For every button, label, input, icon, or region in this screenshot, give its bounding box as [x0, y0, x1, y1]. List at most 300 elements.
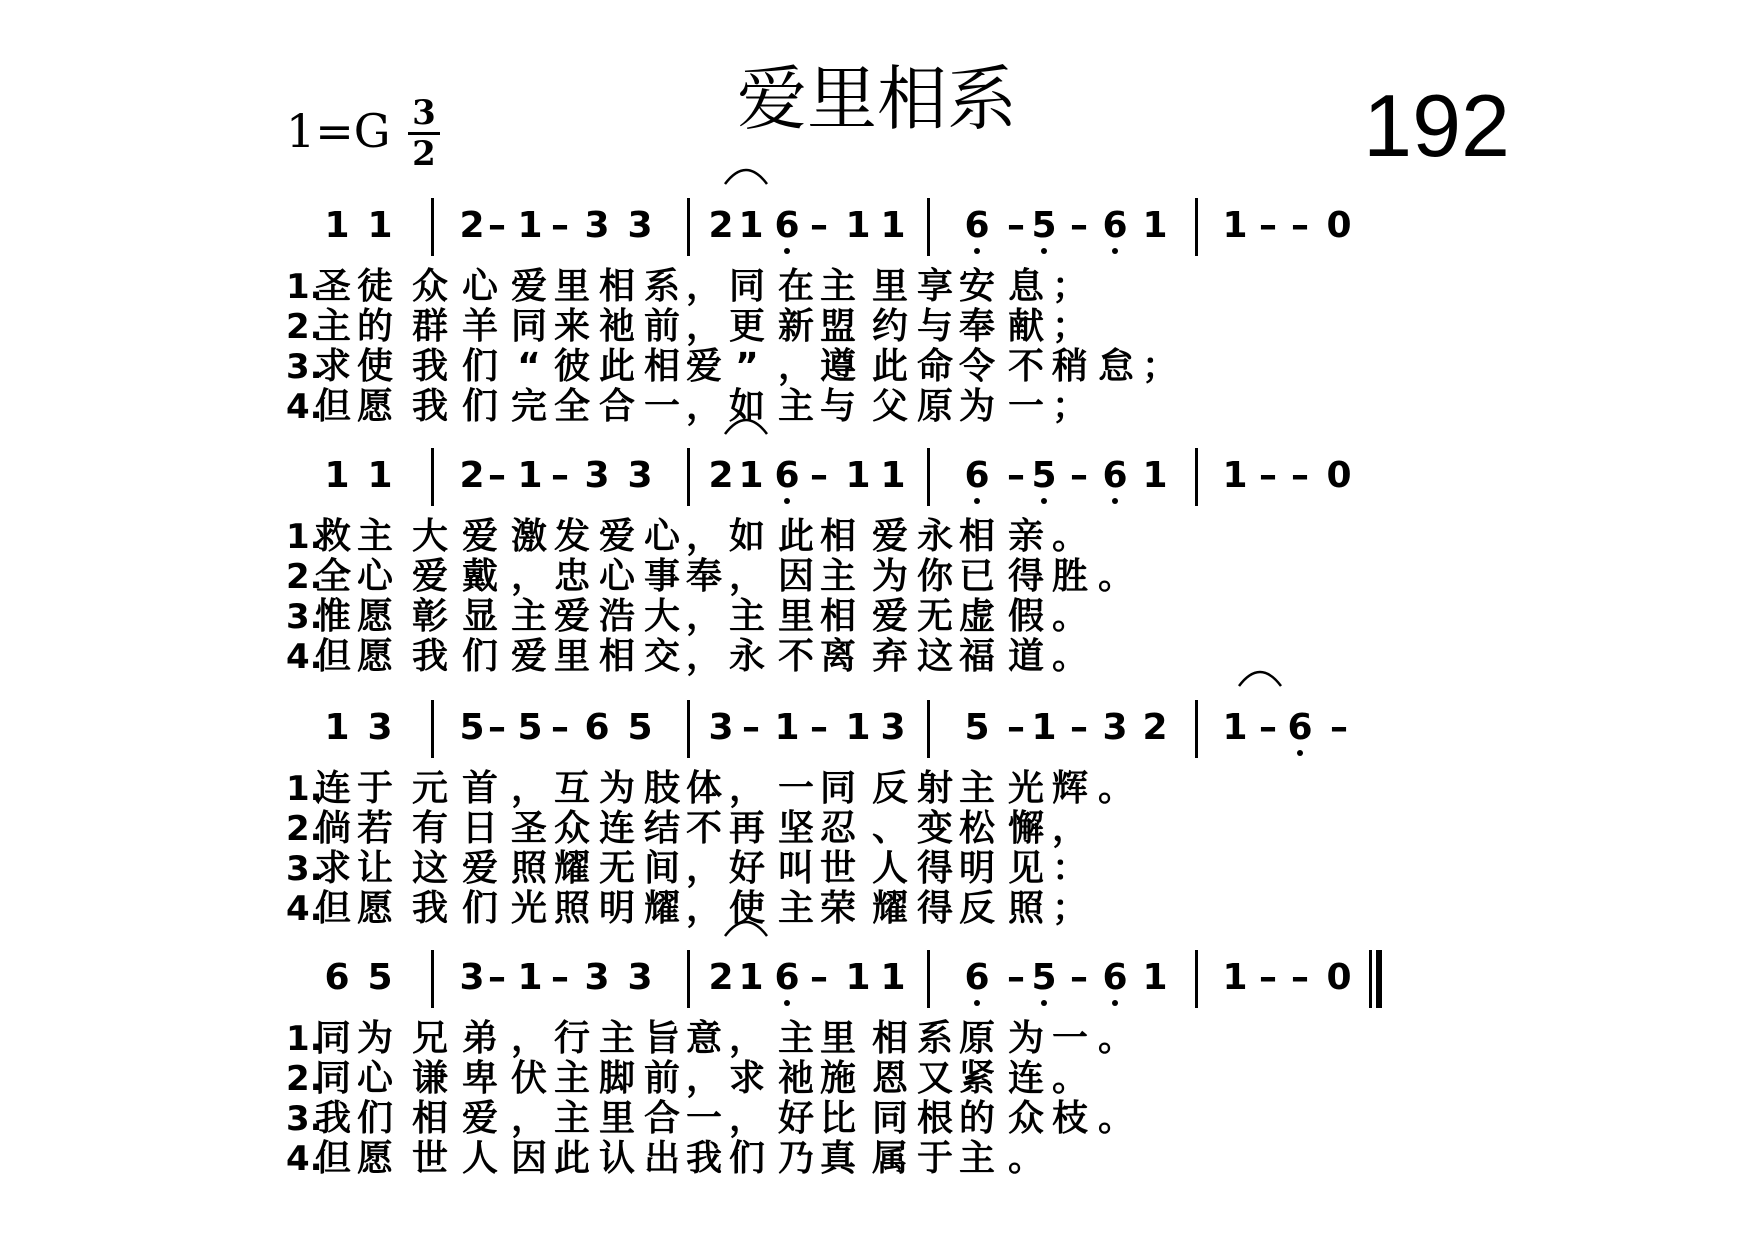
lyric-char: 伏	[510, 1058, 547, 1099]
lyric-char: 反	[871, 768, 908, 809]
lyric-char: 人	[461, 1138, 498, 1179]
dash: –	[1007, 707, 1025, 748]
lyric-char: 前	[643, 306, 680, 347]
lyric-char: 主	[356, 516, 393, 557]
note: 6	[955, 196, 999, 256]
lyric-char: 主	[728, 596, 765, 637]
lyric-char: 愿	[356, 386, 393, 427]
lyric-char: 激	[510, 516, 547, 557]
dash: –	[488, 455, 506, 496]
lyric-char: 这	[916, 636, 953, 677]
lyric-char: 新	[777, 306, 814, 347]
lyric-char: 根	[916, 1098, 953, 1139]
lyric-char: 不	[777, 636, 814, 677]
note: 1	[1222, 957, 1248, 998]
lyric-char: ：	[1051, 848, 1088, 889]
dash: –	[488, 205, 506, 246]
note: 3	[708, 707, 734, 748]
lyric-char: 耀	[643, 888, 680, 929]
lyric-char: 道	[1007, 636, 1044, 677]
note: 2	[459, 455, 485, 496]
lyric-char: 相	[819, 516, 856, 557]
lyric-char: ，	[1051, 808, 1088, 849]
lyric-char: 若	[356, 808, 393, 849]
lower-octave-dot	[1041, 1000, 1047, 1006]
lyric-char: 旨	[643, 1018, 680, 1059]
lyric-char: 爱	[510, 266, 547, 307]
lyric-char: 弃	[871, 636, 908, 677]
lyric-char: 群	[411, 306, 448, 347]
lyric-char: 们	[461, 636, 498, 677]
lyric-char: 救	[314, 516, 351, 557]
note: 1	[367, 455, 393, 496]
lyric-char: ，	[685, 266, 722, 307]
lyric-char: 无	[916, 596, 953, 637]
note: 5	[367, 957, 393, 998]
lyric-char: 盟	[819, 306, 856, 347]
dash: –	[1070, 957, 1088, 998]
lyric-char: 你	[916, 556, 953, 597]
verse-line-3	[0, 597, 1754, 637]
lyric-char: 愿	[356, 888, 393, 929]
lyric-char: 忍	[819, 808, 856, 849]
lyric-char: 心	[598, 556, 635, 597]
note: 3	[367, 707, 393, 748]
lyric-char: 因	[510, 1138, 547, 1179]
lyric-char: 相	[598, 266, 635, 307]
lyric-char: 照	[1007, 888, 1044, 929]
lyric-char: 原	[916, 386, 953, 427]
lyric-char: 荣	[819, 888, 856, 929]
lyric-char: 好	[777, 1098, 814, 1139]
lyric-char: 连	[1007, 1058, 1044, 1099]
lyric-char: 同	[871, 1098, 908, 1139]
lyric-char: 。	[1097, 1018, 1134, 1059]
lyric-char: 见	[1007, 848, 1044, 889]
lyric-char: 虚	[958, 596, 995, 637]
lyric-char: 同	[510, 306, 547, 347]
lyric-char: 世	[411, 1138, 448, 1179]
lyric-char: 相	[871, 1018, 908, 1059]
dash: –	[551, 455, 569, 496]
lyric-char: 前	[643, 1058, 680, 1099]
lyric-char: 相	[819, 596, 856, 637]
dash: –	[1259, 205, 1277, 246]
note: 6	[1278, 698, 1322, 758]
lyric-char: ，	[728, 1098, 765, 1139]
lyric-char: 元	[411, 768, 448, 809]
lyric-char: 全	[553, 386, 590, 427]
lyric-char: 与	[916, 306, 953, 347]
lyric-char: 耀	[553, 848, 590, 889]
lyric-char: ，	[685, 306, 722, 347]
lower-octave-dot	[1297, 750, 1303, 756]
lyric-char: 。	[1051, 516, 1088, 557]
lyric-char: 主	[958, 768, 995, 809]
lyric-char: ，	[685, 386, 722, 427]
lower-octave-dot	[974, 248, 980, 254]
lyric-char: 更	[728, 306, 765, 347]
lyric-char: ；	[1051, 386, 1088, 427]
dash: –	[1259, 455, 1277, 496]
lyric-char: ，	[510, 556, 547, 597]
lyric-char: 们	[461, 386, 498, 427]
lyric-char: 事	[643, 556, 680, 597]
lyric-char: 变	[916, 808, 953, 849]
lyric-char: 来	[553, 306, 590, 347]
dash: –	[1291, 205, 1309, 246]
lyric-char: 肢	[643, 768, 680, 809]
note: 5	[517, 707, 543, 748]
lyric-char: 此	[871, 346, 908, 387]
barline	[431, 198, 434, 256]
lyric-char: 我	[411, 636, 448, 677]
lyric-char: 爱	[461, 848, 498, 889]
dash: –	[1330, 707, 1348, 748]
verse-number: 1.	[286, 769, 323, 809]
lyric-char: 。	[1051, 1058, 1088, 1099]
note: 1	[880, 455, 906, 496]
verse-line-1	[0, 769, 1754, 809]
lower-octave-dot	[1041, 498, 1047, 504]
note: 2	[459, 205, 485, 246]
verse-line-2	[0, 307, 1754, 347]
lyric-char: 光	[510, 888, 547, 929]
lyric-char: 爱	[871, 516, 908, 557]
dash: –	[1007, 957, 1025, 998]
slur-mark	[1237, 662, 1283, 688]
note: 1	[324, 205, 350, 246]
lyric-char: 安	[958, 266, 995, 307]
lyric-char: 爱	[553, 596, 590, 637]
lyric-char: 约	[871, 306, 908, 347]
note: 2	[708, 957, 734, 998]
lyric-char: 懈	[1007, 808, 1044, 849]
barline	[1195, 448, 1198, 506]
verse-number: 3.	[286, 1099, 323, 1139]
lyric-char: 如	[728, 516, 765, 557]
lyric-char: 同	[728, 266, 765, 307]
note: 3	[627, 205, 653, 246]
lyric-char: 射	[916, 768, 953, 809]
note: 3	[584, 455, 610, 496]
note: 0	[1326, 205, 1352, 246]
barline	[687, 700, 690, 758]
lyric-char: 遵	[819, 346, 856, 387]
barline	[1195, 700, 1198, 758]
lyric-char: 父	[871, 386, 908, 427]
lyric-char: 我	[314, 1098, 351, 1139]
note: 2	[708, 205, 734, 246]
note: 6	[955, 948, 999, 1008]
lyric-char: ”	[735, 346, 759, 387]
verse-number: 2.	[286, 809, 323, 849]
lyric-char: 主	[553, 1058, 590, 1099]
lyric-char: 里	[553, 636, 590, 677]
lyric-char: 假	[1007, 596, 1044, 637]
lyric-char: 首	[461, 768, 498, 809]
barline	[431, 950, 434, 1008]
lyric-char: 怠	[1097, 346, 1134, 387]
lyric-char: 好	[728, 848, 765, 889]
lyric-char: 心	[643, 516, 680, 557]
note: 5	[627, 707, 653, 748]
lyric-char: 福	[958, 636, 995, 677]
dash: –	[1259, 957, 1277, 998]
lyric-char: 使	[728, 888, 765, 929]
lyric-char: 离	[819, 636, 856, 677]
lyric-char: 主	[958, 1138, 995, 1179]
note: 1	[1222, 707, 1248, 748]
lyric-char: 此	[777, 516, 814, 557]
barline	[927, 448, 930, 506]
dash: –	[1291, 957, 1309, 998]
lyric-char: 同	[314, 1018, 351, 1059]
dash: –	[1007, 455, 1025, 496]
lyric-char: 爱	[685, 346, 722, 387]
lyric-char: 愿	[356, 596, 393, 637]
lyric-char: 一	[1051, 1018, 1088, 1059]
lyric-char: 比	[819, 1098, 856, 1139]
note: 1	[738, 455, 764, 496]
note: 3	[459, 957, 485, 998]
lyric-char: 认	[598, 1138, 635, 1179]
lyric-char: 息	[1007, 266, 1044, 307]
lyric-char: 明	[598, 888, 635, 929]
lyric-char: ，	[685, 636, 722, 677]
lyric-char: 亲	[1007, 516, 1044, 557]
dash: –	[810, 205, 828, 246]
lyric-char: “	[517, 346, 541, 387]
lyric-char: 合	[643, 1098, 680, 1139]
lyric-char: 但	[314, 386, 351, 427]
lyric-char: 乃	[777, 1138, 814, 1179]
dash: –	[810, 957, 828, 998]
lyric-char: 耀	[871, 888, 908, 929]
lyric-char: 忠	[553, 556, 590, 597]
lyric-char: 里	[871, 266, 908, 307]
note: 6	[955, 446, 999, 506]
dash: –	[551, 707, 569, 748]
lyric-char: 令	[958, 346, 995, 387]
lyric-char: 反	[958, 888, 995, 929]
barline	[1195, 950, 1198, 1008]
lyrics-block	[0, 769, 1754, 929]
lyric-char: 但	[314, 636, 351, 677]
barline	[431, 448, 434, 506]
lyric-char: 再	[728, 808, 765, 849]
lyric-char: ，	[510, 1098, 547, 1139]
lyric-char: 于	[356, 768, 393, 809]
verse-number: 4.	[286, 1139, 323, 1179]
barline	[431, 700, 434, 758]
lyric-char: 主	[819, 556, 856, 597]
lyric-char: 主	[777, 888, 814, 929]
verse-line-3	[0, 1099, 1754, 1139]
note: 1	[1142, 957, 1168, 998]
lyric-char: 为	[356, 1018, 393, 1059]
note: 1	[324, 455, 350, 496]
verse-number: 3.	[286, 597, 323, 637]
note: 1	[517, 957, 543, 998]
verse-line-2	[0, 1059, 1754, 1099]
note: 1	[845, 707, 871, 748]
lyric-char: 一	[777, 768, 814, 809]
slur-mark	[723, 912, 769, 938]
note: 2	[708, 455, 734, 496]
final-barline-thick	[1376, 950, 1382, 1008]
note: 3	[1102, 707, 1128, 748]
hymn-number: 192	[1363, 76, 1510, 175]
lyric-char: 因	[777, 556, 814, 597]
lower-octave-dot	[974, 1000, 980, 1006]
note: 5	[1022, 196, 1066, 256]
verse-number: 3.	[286, 347, 323, 387]
lyric-char: 系	[916, 1018, 953, 1059]
lyric-char: 互	[553, 768, 590, 809]
notation-line	[0, 948, 1754, 1008]
lyric-char: ；	[1141, 346, 1178, 387]
lyric-char: 真	[819, 1138, 856, 1179]
verse-line-4	[0, 889, 1754, 929]
lyric-char: 里	[819, 1018, 856, 1059]
lyric-char: 奉	[685, 556, 722, 597]
lyric-char: 这	[411, 848, 448, 889]
lyric-char: 在	[777, 266, 814, 307]
lyric-char: 徒	[356, 266, 393, 307]
lyric-char: 人	[871, 848, 908, 889]
lyric-char: 同	[819, 768, 856, 809]
lyric-char: 得	[1007, 556, 1044, 597]
verse-line-4	[0, 387, 1754, 427]
final-barline	[1369, 950, 1372, 1008]
lyric-char: 圣	[510, 808, 547, 849]
lyric-char: 圣	[314, 266, 351, 307]
lyric-char: ，	[510, 768, 547, 809]
verse-line-3	[0, 849, 1754, 889]
lyric-char: 永	[728, 636, 765, 677]
note: 3	[880, 707, 906, 748]
verse-line-1	[0, 267, 1754, 307]
lower-octave-dot	[784, 1000, 790, 1006]
note: 1	[738, 957, 764, 998]
lyric-char: 里	[598, 1098, 635, 1139]
lyric-char: 得	[916, 888, 953, 929]
lyric-char: 世	[819, 848, 856, 889]
note: 1	[880, 205, 906, 246]
lyric-char: 相	[958, 516, 995, 557]
lyric-char: 原	[958, 1018, 995, 1059]
lyric-char: 叫	[777, 848, 814, 889]
lyric-char: 们	[356, 1098, 393, 1139]
dash: –	[551, 205, 569, 246]
lyric-char: 卑	[461, 1058, 498, 1099]
lyric-char: ，	[685, 888, 722, 929]
note: 5	[1022, 948, 1066, 1008]
lyric-char: 、	[871, 808, 908, 849]
lyric-char: 连	[314, 768, 351, 809]
dash: –	[1291, 455, 1309, 496]
lyric-char: 大	[411, 516, 448, 557]
note: 6	[1093, 196, 1137, 256]
lyric-char: 为	[1007, 1018, 1044, 1059]
hymn-title: 爱里相系	[737, 58, 1017, 140]
lyric-char: 。	[1007, 1138, 1044, 1179]
lyric-char: 倘	[314, 808, 351, 849]
lyric-char: 心	[356, 1058, 393, 1099]
lyric-char: 众	[1007, 1098, 1044, 1139]
lyric-char: 求	[314, 848, 351, 889]
notation-line	[0, 446, 1754, 506]
dash: –	[1259, 707, 1277, 748]
lyric-char: 于	[916, 1138, 953, 1179]
verse-line-4	[0, 637, 1754, 677]
barline	[687, 448, 690, 506]
lyric-char: 爱	[871, 596, 908, 637]
note: 3	[584, 205, 610, 246]
lyric-char: 全	[314, 556, 351, 597]
lyric-char: ；	[1051, 266, 1088, 307]
lyric-char: 显	[461, 596, 498, 637]
lyric-char: ，	[685, 1058, 722, 1099]
barline	[927, 700, 930, 758]
lyric-char: 们	[728, 1138, 765, 1179]
lyric-char: ，	[510, 1018, 547, 1059]
lyric-char: 恩	[871, 1058, 908, 1099]
note: 6	[1093, 446, 1137, 506]
lyric-char: 连	[598, 808, 635, 849]
lyric-char: 兄	[411, 1018, 448, 1059]
lyric-char: 主	[314, 306, 351, 347]
dash: –	[810, 455, 828, 496]
note: 1	[1031, 707, 1057, 748]
lyric-char: 我	[411, 346, 448, 387]
lyric-char: ，	[728, 768, 765, 809]
lyric-char: 施	[819, 1058, 856, 1099]
note: 0	[1326, 957, 1352, 998]
lyric-char: 主	[819, 266, 856, 307]
lyric-char: 求	[314, 346, 351, 387]
lyric-char: 主	[777, 386, 814, 427]
lyric-char: 主	[553, 1098, 590, 1139]
lyric-char: 。	[1051, 596, 1088, 637]
lyric-char: 愿	[356, 636, 393, 677]
lyric-char: 谦	[411, 1058, 448, 1099]
barline	[927, 950, 930, 1008]
lyric-char: 无	[598, 848, 635, 889]
lyric-char: 间	[643, 848, 680, 889]
lyric-char: 我	[685, 1138, 722, 1179]
lyric-char: 。	[1051, 636, 1088, 677]
lyric-char: 紧	[958, 1058, 995, 1099]
lyric-char: 们	[461, 346, 498, 387]
lyric-char: 出	[643, 1138, 680, 1179]
lyric-char: 得	[916, 848, 953, 889]
lyrics-block	[0, 1019, 1754, 1179]
lyric-char: ，	[685, 516, 722, 557]
barline	[1195, 198, 1198, 256]
lower-octave-dot	[1112, 248, 1118, 254]
dash: –	[488, 707, 506, 748]
lyric-char: 行	[553, 1018, 590, 1059]
verse-number: 2.	[286, 557, 323, 597]
dash: –	[551, 957, 569, 998]
note: 6	[765, 446, 809, 506]
lyric-char: ；	[1051, 888, 1088, 929]
notation-line	[0, 698, 1754, 758]
dash: –	[1070, 205, 1088, 246]
lyric-char: ，	[728, 556, 765, 597]
